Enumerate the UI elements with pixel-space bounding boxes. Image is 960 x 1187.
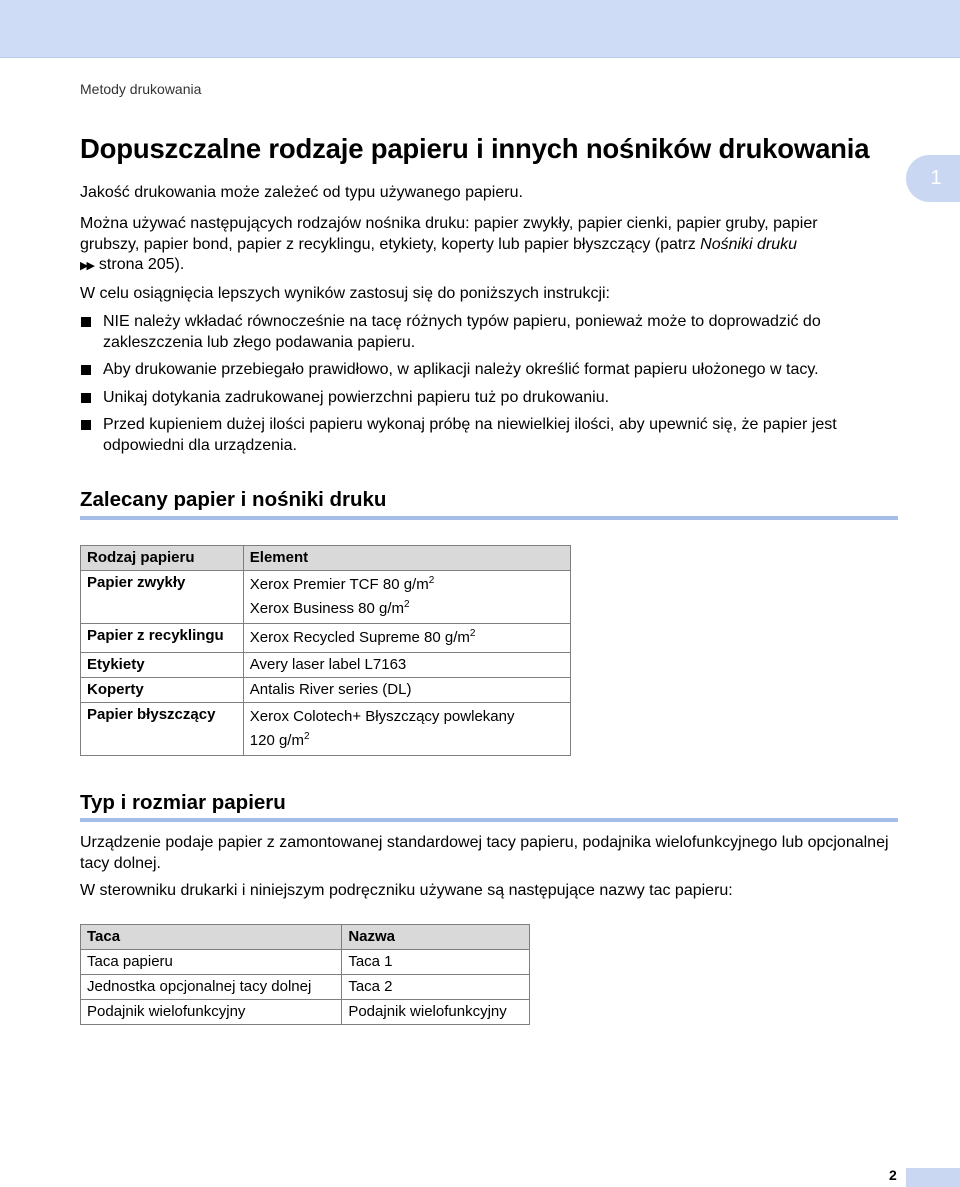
table-cell: Podajnik wielofunkcyjny [342,1000,530,1025]
column-header: Element [243,546,570,571]
running-header: Metody drukowania [80,81,202,97]
table-header-row [81,546,571,571]
table-cell: Podajnik wielofunkcyjny [81,1000,342,1025]
intro-paragraph-2 [80,214,880,277]
table-row [81,975,530,1000]
table-cell: Taca 1 [342,950,530,975]
guidelines-list [80,312,896,463]
element-cell: Xerox Colotech+ Błyszczący powlekany 120 $g/m^2$ [243,703,570,756]
page-number-tab [906,1168,960,1187]
table-cell: Taca 2 [342,975,530,1000]
table-row [81,950,530,975]
column-header: Taca [81,925,342,950]
page-title: Dopuszczalne rodzaje papieru i innych nośników drukowania [80,133,870,164]
top-band [0,0,960,58]
table-row [81,571,571,624]
page-reference: strona 205). [98,256,185,273]
list-item: Unikaj dotykania zadrukowanej powierzchni papieru tuż po drukowaniu. [80,388,896,409]
bullet-square-icon [81,317,91,327]
intro-paragraph-1: Jakość drukowania może zależeć od typu używanego papieru. [80,184,523,201]
column-header: Nazwa [342,925,530,950]
table-row [81,703,571,756]
section-rule [80,516,898,520]
table-header-row [81,925,530,950]
tray-names-table [80,924,530,1025]
paper-type-cell: Papier z recyklingu [81,624,244,653]
double-arrow-icon: ▶▶ [80,260,93,272]
section-rule [80,818,898,822]
paper-type-cell: Papier błyszczący [81,703,244,756]
section2-paragraph-1: Urządzenie podaje papier z zamontowanej standardowej tacy papieru, podajnika wielofunkcyjnego lub opcjonalnej tacy dolnej. [80,834,889,872]
intro-paragraph-3: W celu osiągnięcia lepszych wyników zastosuj się do poniższych instrukcji: [80,285,610,302]
column-header: Rodzaj papieru [81,546,244,571]
table-row [81,624,571,653]
section2-paragraph-2: W sterowniku drukarki i niniejszym podręczniku używane są następujące nazwy tac papieru: [80,882,733,899]
bullet-square-icon [81,365,91,375]
paper-type-cell: Etykiety [81,653,244,678]
bullet-square-icon [81,393,91,403]
section-heading-recommended-paper: Zalecany papier i nośniki druku [80,488,387,511]
paper-type-cell: Koperty [81,678,244,703]
table-cell: Taca papieru [81,950,342,975]
cross-reference-link[interactable]: Nośniki druku [700,235,798,253]
recommended-paper-table [80,545,571,756]
list-item: NIE należy wkładać równocześnie na tacę różnych typów papieru, ponieważ może to doprowadzić do zakleszczenia lub złego podawania papieru. [80,312,896,353]
chapter-tab: 1 [906,155,960,202]
page-number: 2 [889,1167,897,1183]
table-row [81,1000,530,1025]
bullet-square-icon [81,420,91,430]
table-cell: Jednostka opcjonalnej tacy dolnej [81,975,342,1000]
table-row [81,653,571,678]
section-heading-paper-type-size: Typ i rozmiar papieru [80,791,286,814]
element-cell: Xerox Recycled Supreme 80 $g/m^2$ [243,624,570,653]
table-row [81,678,571,703]
element-cell: Antalis River series (DL) [243,678,570,703]
list-item: Przed kupieniem dużej ilości papieru wykonaj próbę na niewielkiej ilości, aby upewnić się, że papier jest odpowiedni dla urządzenia. [80,415,896,456]
element-cell: Xerox Premier TCF 80 $g/m^2$ Xerox Business 80 $g/m^2$ [243,571,570,624]
intro-paragraph-2-text: Można używać następujących rodzajów nośnika druku: papier zwykły, papier cienki, papier gruby, papier grubszy, papier bond, papier z recyklingu, etykiety, koperty lub papier błyszczący (patrz [80,215,818,253]
list-item: Aby drukowanie przebiegało prawidłowo, w aplikacji należy określić format papieru ułożonego w tacy. [80,360,896,381]
element-cell: Avery laser label L7163 [243,653,570,678]
paper-type-cell: Papier zwykły [81,571,244,624]
